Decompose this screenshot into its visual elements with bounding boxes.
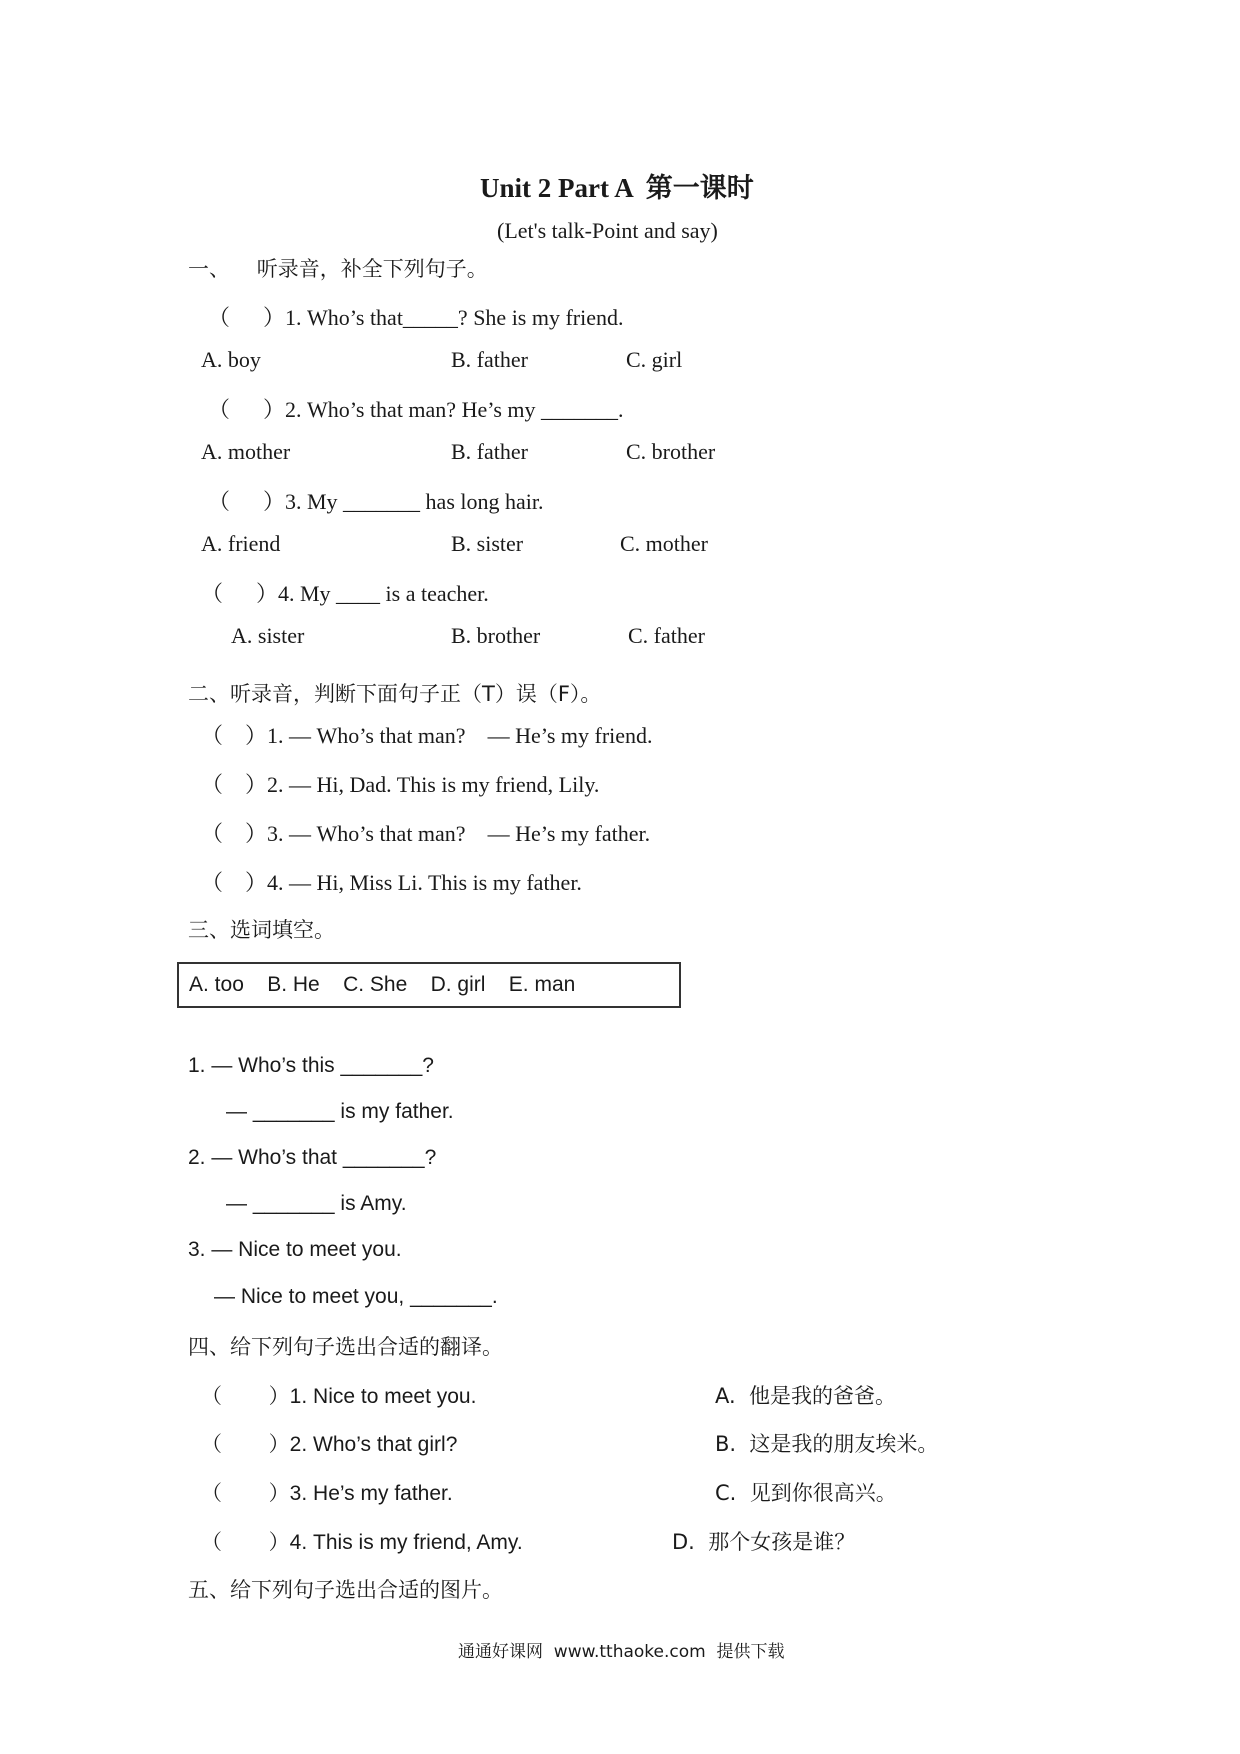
s4-translation-a: A. 他是我的爸爸。	[715, 1384, 897, 1408]
s3-item-3-answer: — Nice to meet you, _______.	[214, 1285, 498, 1308]
s1-question-1: （ ）1. Who’s that_____? She is my friend.	[208, 305, 624, 330]
section-2-heading: 二、听录音，判断下面句子正（T）误（F）。	[188, 682, 602, 706]
s1-q1-option-a: A. boy	[201, 347, 261, 372]
page-footer: 通通好课网 www.tthaoke.com 提供下载	[458, 1642, 785, 1662]
s4-sentence-2: （ ）2. Who’s that girl?	[201, 1433, 458, 1456]
s1-q1-option-c: C. girl	[626, 347, 683, 372]
s3-item-1-question: 1. — Who’s this _______?	[188, 1054, 434, 1077]
section-3-heading: 三、选词填空。	[188, 918, 335, 942]
s1-q4-option-c: C. father	[628, 623, 705, 648]
s3-item-2-question: 2. — Who’s that _______?	[188, 1146, 437, 1169]
s3-item-1-answer: — _______ is my father.	[226, 1100, 454, 1123]
s1-q1-option-b: B. father	[451, 347, 528, 372]
s1-q2-option-b: B. father	[451, 439, 528, 464]
word-bank: A. too B. He C. She D. girl E. man	[189, 973, 576, 996]
s2-statement-2: （ ）2. — Hi, Dad. This is my friend, Lily.	[201, 772, 600, 797]
s3-item-2-answer: — _______ is Amy.	[226, 1192, 407, 1215]
s1-q4-option-a: A. sister	[231, 623, 305, 648]
s1-q3-option-b: B. sister	[451, 531, 524, 556]
word-bank-box	[177, 962, 681, 1008]
s1-q4-option-b: B. brother	[451, 623, 541, 648]
s3-item-3-question: 3. — Nice to meet you.	[188, 1238, 402, 1261]
s1-question-3: （ ）3. My _______ has long hair.	[208, 489, 544, 514]
s4-translation-d: D. 那个女孩是谁？	[672, 1530, 856, 1554]
s4-sentence-4: （ ）4. This is my friend, Amy.	[201, 1531, 523, 1554]
s2-statement-3: （ ）3. — Who’s that man? — He’s my father.	[201, 821, 651, 846]
s2-statement-1: （ ）1. — Who’s that man? — He’s my friend.	[201, 723, 653, 748]
s1-q3-option-c: C. mother	[620, 531, 708, 556]
s4-translation-b: B. 这是我的朋友埃米。	[715, 1432, 939, 1456]
s1-q2-option-a: A. mother	[201, 439, 291, 464]
section-5-heading: 五、给下列句子选出合适的图片。	[188, 1578, 503, 1602]
section-1-heading: 一、 听录音，补全下列句子。	[188, 257, 488, 281]
s1-question-4: （ ）4. My ____ is a teacher.	[201, 581, 489, 606]
s4-translation-c: C. 见到你很高兴。	[715, 1481, 897, 1505]
page-title: Unit 2 Part A 第一课时	[480, 173, 754, 203]
page-subtitle: (Let's talk-Point and say)	[497, 218, 718, 243]
s1-q3-option-a: A. friend	[201, 531, 281, 556]
s4-sentence-3: （ ）3. He’s my father.	[201, 1482, 453, 1505]
s1-q2-option-c: C. brother	[626, 439, 716, 464]
s1-question-2: （ ）2. Who’s that man? He’s my _______.	[208, 397, 624, 422]
section-4-heading: 四、给下列句子选出合适的翻译。	[188, 1335, 503, 1359]
s2-statement-4: （ ）4. — Hi, Miss Li. This is my father.	[201, 870, 582, 895]
s4-sentence-1: （ ）1. Nice to meet you.	[201, 1385, 477, 1408]
